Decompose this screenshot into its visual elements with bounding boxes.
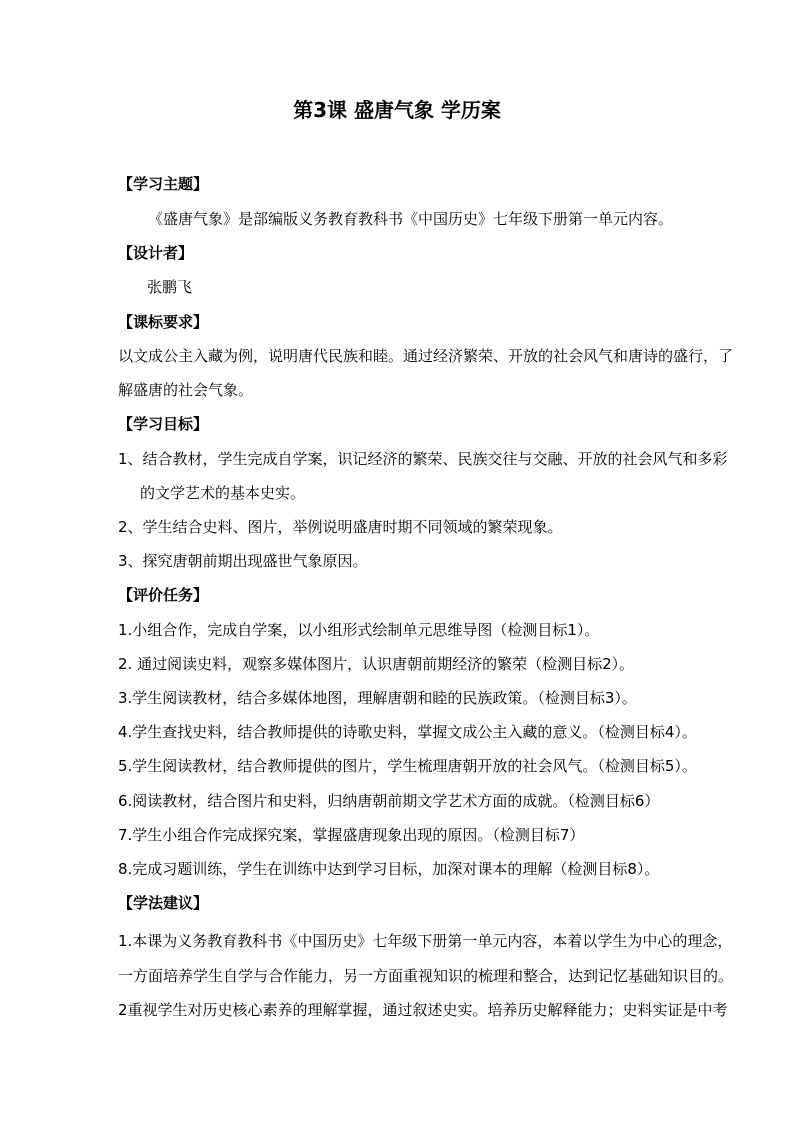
- standard-line: 解盛唐的社会气象。: [118, 381, 254, 399]
- goal-line: 1、结合教材，学生完成自学案，识记经济的繁荣、民族交往与交融、开放的社会风气和多彩: [118, 450, 728, 468]
- heading-designer: 【设计者】: [118, 244, 194, 262]
- heading-advice: 【学法建议】: [118, 894, 209, 912]
- task-line: 1.小组合作，完成自学案，以小组形式绘制单元思维导图（检测目标1）。: [118, 621, 600, 639]
- heading-standard: 【课标要求】: [118, 313, 209, 331]
- heading-tasks: 【评价任务】: [118, 586, 209, 604]
- advice-line: 2重视学生对历史核心素养的理解掌握，通过叙述史实。培养历史解释能力；史料实证是中考: [118, 1001, 728, 1019]
- goal-line: 的文学艺术的基本史实。: [140, 484, 306, 502]
- task-line: 7.学生小组合作完成探究案，掌握盛唐现象出现的原因。（检测目标7）: [118, 826, 585, 844]
- task-line: 5.学生阅读教材，结合教师提供的图片，学生梳理唐朝开放的社会风气。（检测目标5）。: [118, 757, 697, 775]
- goal-line: 2、学生结合史料、图片，举例说明盛唐时期不同领域的繁荣现象。: [118, 518, 563, 536]
- standard-line: 以文成公主入藏为例，说明唐代民族和睦。通过经济繁荣、开放的社会风气和唐诗的盛行，了: [118, 347, 734, 365]
- task-line: 2. 通过阅读史料，观察多媒体图片，认识唐朝前期经济的繁荣（检测目标2）。: [118, 655, 635, 673]
- task-line: 3.学生阅读教材，结合多媒体地图，理解唐朝和睦的民族政策。（检测目标3）。: [118, 689, 637, 707]
- designer-name: 张鹏飞: [147, 278, 193, 296]
- theme-text: 《盛唐气象》是部编版义务教育教科书《中国历史》七年级下册第一单元内容。: [148, 210, 674, 228]
- task-line: 8.完成习题训练，学生在训练中达到学习目标，加深对课本的理解（检测目标8）。: [118, 860, 660, 878]
- document-title: 第3课 盛唐气象 学历案: [293, 98, 501, 122]
- heading-goals: 【学习目标】: [118, 415, 209, 433]
- advice-line: 1.本课为义务教育教科书《中国历史》七年级下册第一单元内容，本着以学生为中心的理念，: [118, 932, 733, 950]
- advice-line: 一方面培养学生自学与合作能力，另一方面重视知识的梳理和整合，达到记忆基础知识目的。: [118, 967, 734, 985]
- heading-theme: 【学习主题】: [118, 175, 209, 193]
- task-line: 4.学生查找史料，结合教师提供的诗歌史料，掌握文成公主入藏的意义。（检测目标4）。: [118, 723, 697, 741]
- goal-line: 3、探究唐朝前期出现盛世气象原因。: [118, 552, 368, 570]
- task-line: 6.阅读教材，结合图片和史料，归纳唐朝前期文学艺术方面的成就。（检测目标6）: [118, 792, 660, 810]
